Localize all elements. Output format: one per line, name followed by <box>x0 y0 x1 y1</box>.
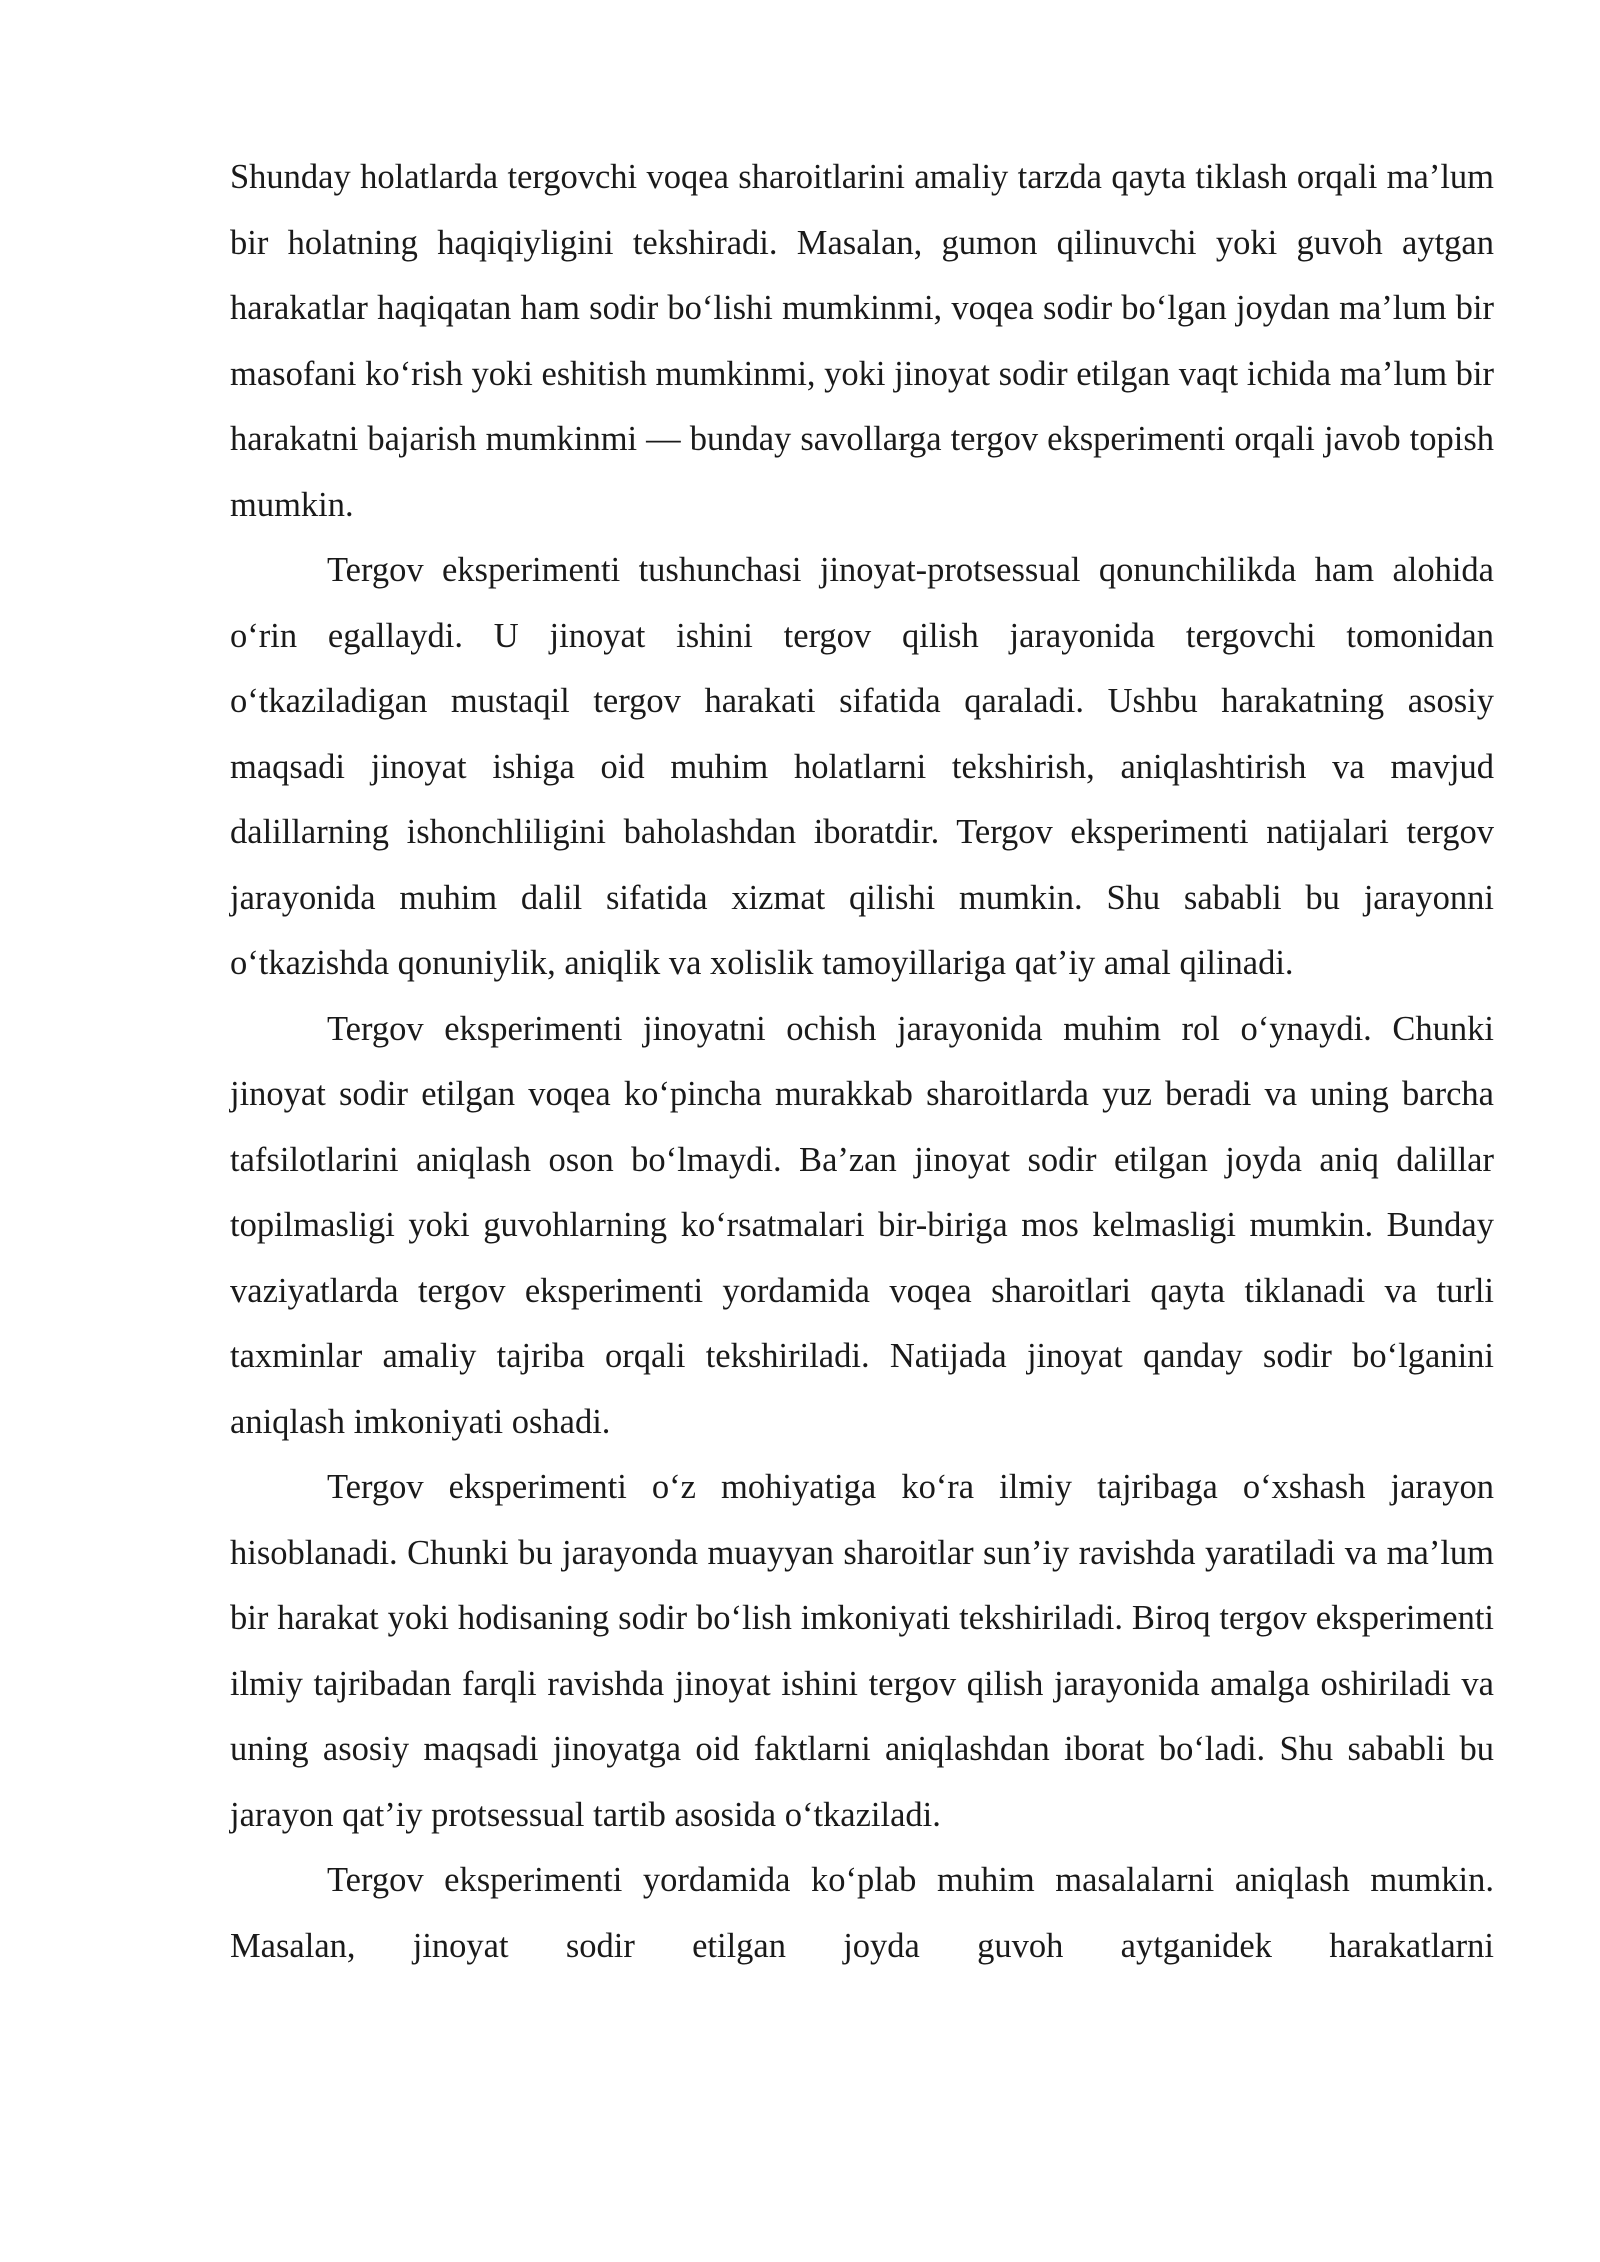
document-page <box>230 145 1494 1979</box>
paragraph-5: Tergov eksperimenti yordamida ko‘plab muhim masalalarni aniqlash mumkin. Masalan, jinoyat sodir etilgan joyda guvoh aytganidek harakatlarni <box>230 1861 1494 1965</box>
paragraph-3: Tergov eksperimenti jinoyatni ochish jarayonida muhim rol o‘ynaydi. Chunki jinoyat sodir etilgan voqea ko‘pincha murakkab sharoitlarda yuz beradi va uning barcha tafsilotlarini aniqlash oson bo‘lmaydi. Ba’zan jinoyat sodir etilgan joyda aniq dalillar topilmasligi yoki guvohlarning ko‘rsatmalari bir-biriga mos kelmasligi mumkin. Bunday vaziyatlarda tergov eksperimenti yordamida voqea sharoitlari qayta tiklanadi va turli taxminlar amaliy tajriba orqali tekshiriladi. Natijada jinoyat qanday sodir bo‘lganini aniqlash imkoniyati oshadi. <box>230 1009 1494 1441</box>
paragraph-1: Shunday holatlarda tergovchi voqea sharoitlarini amaliy tarzda qayta tiklash orqali ma’lum bir holatning haqiqiyligini tekshiradi. Masalan, gumon qilinuvchi yoki guvoh aytgan harakatlar haqiqatan ham sodir bo‘lishi mumkinmi, voqea sodir bo‘lgan joydan ma’lum bir masofani ko‘rish yoki eshitish mumkinmi, yoki jinoyat sodir etilgan vaqt ichida ma’lum bir harakatni bajarish mumkinmi — bunday savollarga tergov eksperimenti orqali javob topish mumkin. <box>230 158 1494 524</box>
paragraph-2: Tergov eksperimenti tushunchasi jinoyat-protsessual qonunchilikda ham alohida o‘rin egallaydi. U jinoyat ishini tergov qilish jarayonida tergovchi tomonidan o‘tkaziladigan mustaqil tergov harakati sifatida qaraladi. Ushbu harakatning asosiy maqsadi jinoyat ishiga oid muhim holatlarni tekshirish, aniqlashtirish va mavjud dalillarning ishonchliligini baholashdan iboratdir. Tergov eksperimenti natijalari tergov jarayonida muhim dalil sifatida xizmat qilishi mumkin. Shu sababli bu jarayonni o‘tkazishda qonuniylik, aniqlik va xolislik tamoyillariga qat’iy amal qilinadi. <box>230 551 1494 982</box>
paragraph-4: Tergov eksperimenti o‘z mohiyatiga ko‘ra ilmiy tajribaga o‘xshash jarayon hisoblanadi. Chunki bu jarayonda muayyan sharoitlar sun’iy ravishda yaratiladi va ma’lum bir harakat yoki hodisaning sodir bo‘lish imkoniyati tekshiriladi. Biroq tergov eksperimenti ilmiy tajribadan farqli ravishda jinoyat ishini tergov qilish jarayonida amalga oshiriladi va uning asosiy maqsadi jinoyatga oid faktlarni aniqlashdan iborat bo‘ladi. Shu sababli bu jarayon qat’iy protsessual tartib asosida o‘tkaziladi. <box>230 1468 1494 1834</box>
